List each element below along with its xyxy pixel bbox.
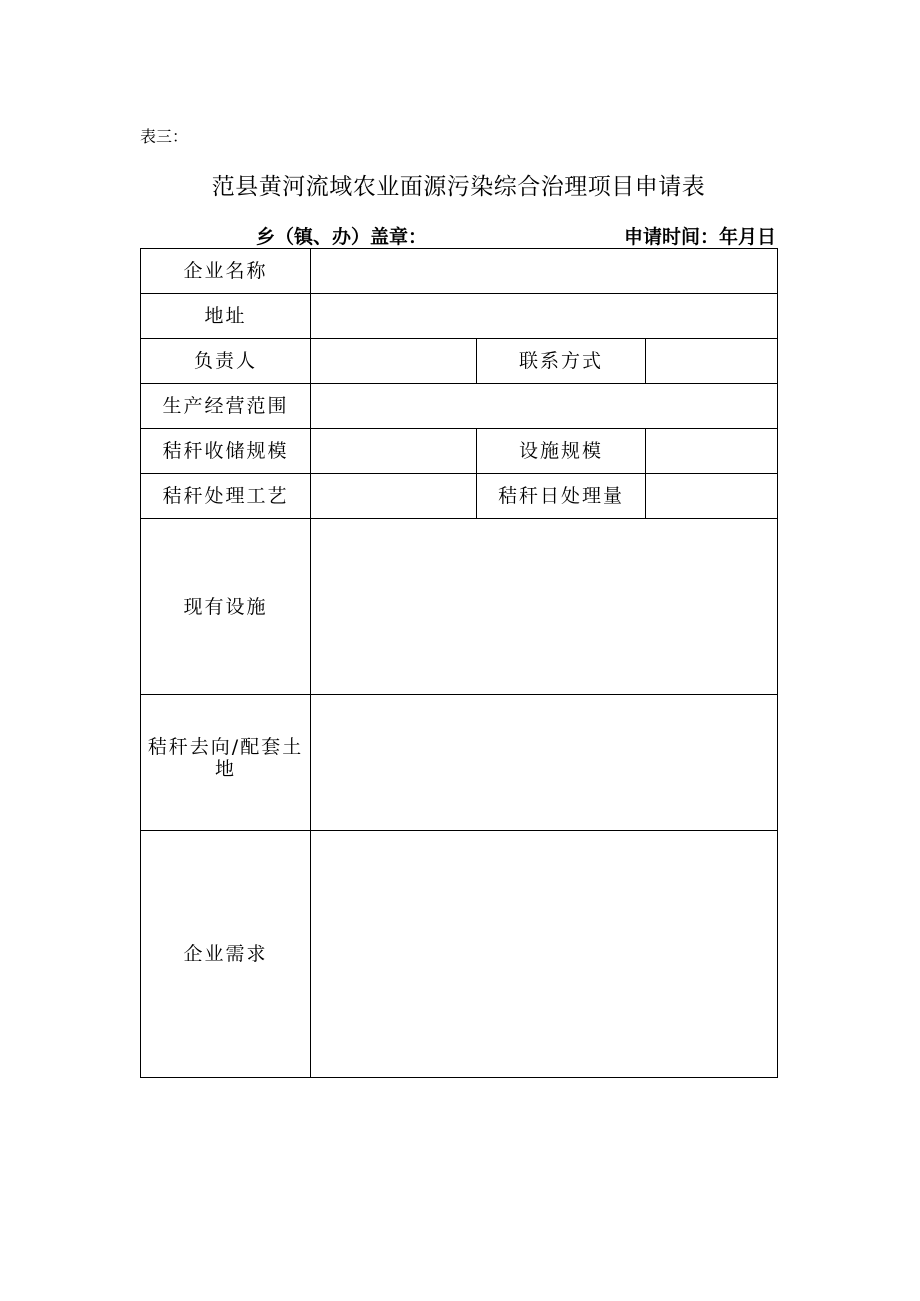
enterprise-needs-label: 企业需求 xyxy=(141,831,311,1078)
table-row xyxy=(141,519,778,695)
straw-process-field[interactable] xyxy=(311,474,477,519)
table-row xyxy=(141,294,778,339)
table-row xyxy=(141,474,778,519)
page-title: 范县黄河流域农业面源污染综合治理项目申请表 xyxy=(211,174,706,200)
facility-scale-label: 设施规模 xyxy=(477,429,646,474)
table-row xyxy=(141,429,778,474)
business-scope-label: 生产经营范围 xyxy=(141,384,311,429)
date-label: 申请时间：年月日 xyxy=(623,226,776,248)
stamp-label: 乡（镇、办）盖章： xyxy=(256,226,428,248)
straw-storage-scale-field[interactable] xyxy=(311,429,477,474)
table-row xyxy=(141,339,778,384)
person-in-charge-field[interactable] xyxy=(311,339,477,384)
table-row xyxy=(141,831,778,1078)
straw-destination-field[interactable] xyxy=(311,695,778,831)
straw-daily-volume-label: 秸秆日处理量 xyxy=(477,474,646,519)
enterprise-needs-field[interactable] xyxy=(311,831,778,1078)
straw-process-label: 秸秆处理工艺 xyxy=(141,474,311,519)
person-in-charge-label: 负责人 xyxy=(141,339,311,384)
table-row xyxy=(141,249,778,294)
enterprise-name-label: 企业名称 xyxy=(141,249,311,294)
straw-storage-scale-label: 秸秆收储规模 xyxy=(141,429,311,474)
existing-facilities-label: 现有设施 xyxy=(141,519,311,695)
contact-field[interactable] xyxy=(646,339,778,384)
address-field[interactable] xyxy=(311,294,778,339)
business-scope-field[interactable] xyxy=(311,384,778,429)
form-number-label: 表三： xyxy=(140,127,189,146)
enterprise-name-field[interactable] xyxy=(311,249,778,294)
straw-daily-volume-field[interactable] xyxy=(646,474,778,519)
table-row xyxy=(141,384,778,429)
application-form-table xyxy=(140,248,777,1077)
contact-label: 联系方式 xyxy=(477,339,646,384)
existing-facilities-field[interactable] xyxy=(311,519,778,695)
facility-scale-field[interactable] xyxy=(646,429,778,474)
address-label: 地址 xyxy=(141,294,311,339)
straw-destination-label: 秸秆去向/配套土地 xyxy=(141,695,311,831)
table-row xyxy=(141,695,778,831)
